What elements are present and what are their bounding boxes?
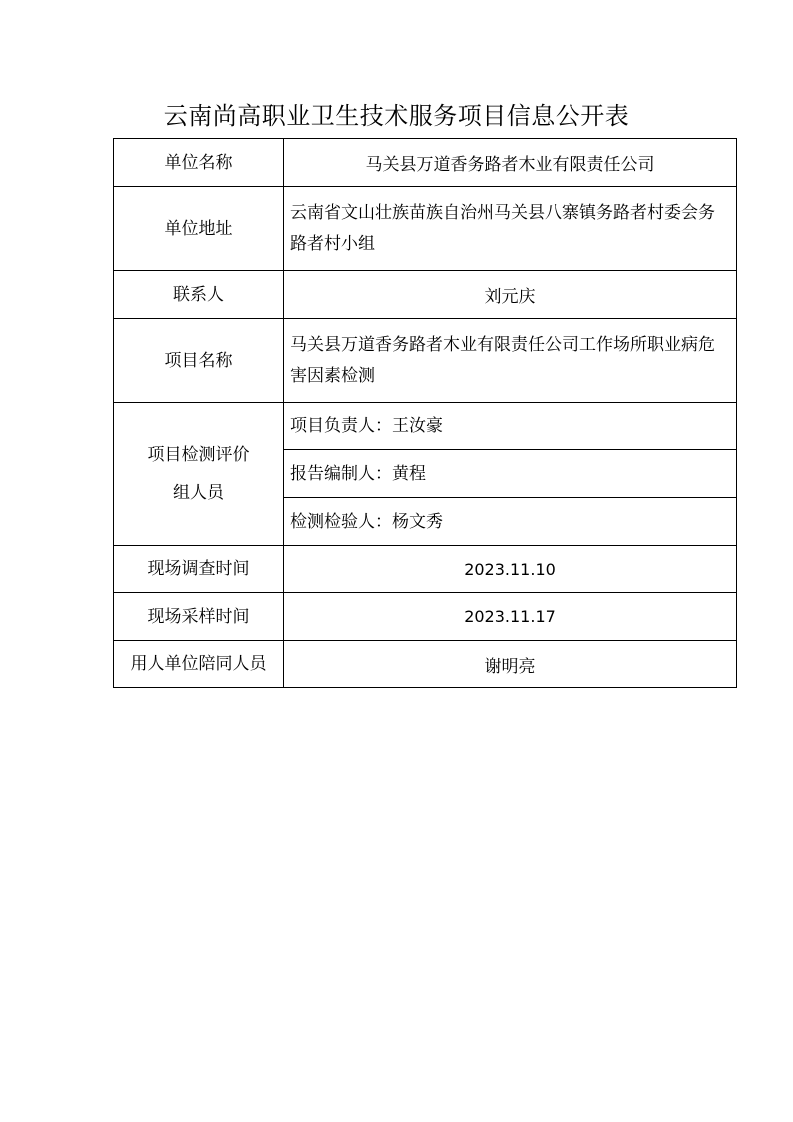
row-accompany — [114, 641, 737, 688]
row-team-member-1 — [114, 403, 737, 450]
sampling-time-label: 现场采样时间 — [114, 593, 284, 641]
team-member-inspector: 检测检验人：杨文秀 — [284, 498, 737, 546]
unit-address-label: 单位地址 — [114, 187, 284, 271]
project-name-value: 马关县万道香务路者木业有限责任公司工作场所职业病危害因素检测 — [284, 319, 737, 403]
accompany-label: 用人单位陪同人员 — [114, 641, 284, 688]
survey-time-label: 现场调查时间 — [114, 546, 284, 593]
row-project-name — [114, 319, 737, 403]
team-label — [114, 403, 284, 546]
row-survey-time — [114, 546, 737, 593]
team-label-line1: 项目检测评价 — [147, 445, 250, 465]
project-name-label: 项目名称 — [114, 319, 284, 403]
document-title: 云南尚高职业卫生技术服务项目信息公开表 — [163, 102, 630, 130]
team-label-line2: 组人员 — [173, 483, 224, 503]
row-sampling-time — [114, 593, 737, 641]
team-member-project-lead: 项目负责人：王汝豪 — [284, 403, 737, 450]
team-member-report-writer: 报告编制人：黄程 — [284, 450, 737, 498]
unit-name-label: 单位名称 — [114, 139, 284, 187]
unit-address-value: 云南省文山壮族苗族自治州马关县八寨镇务路者村委会务路者村小组 — [284, 187, 737, 271]
sampling-time-value: 2023.11.17 — [284, 593, 737, 641]
contact-label: 联系人 — [114, 271, 284, 319]
contact-value: 刘元庆 — [284, 271, 737, 319]
unit-name-value: 马关县万道香务路者木业有限责任公司 — [284, 139, 737, 187]
accompany-value: 谢明亮 — [284, 641, 737, 688]
row-unit-address — [114, 187, 737, 271]
info-table — [113, 138, 737, 688]
row-contact — [114, 271, 737, 319]
survey-time-value: 2023.11.10 — [284, 546, 737, 593]
row-unit-name — [114, 139, 737, 187]
